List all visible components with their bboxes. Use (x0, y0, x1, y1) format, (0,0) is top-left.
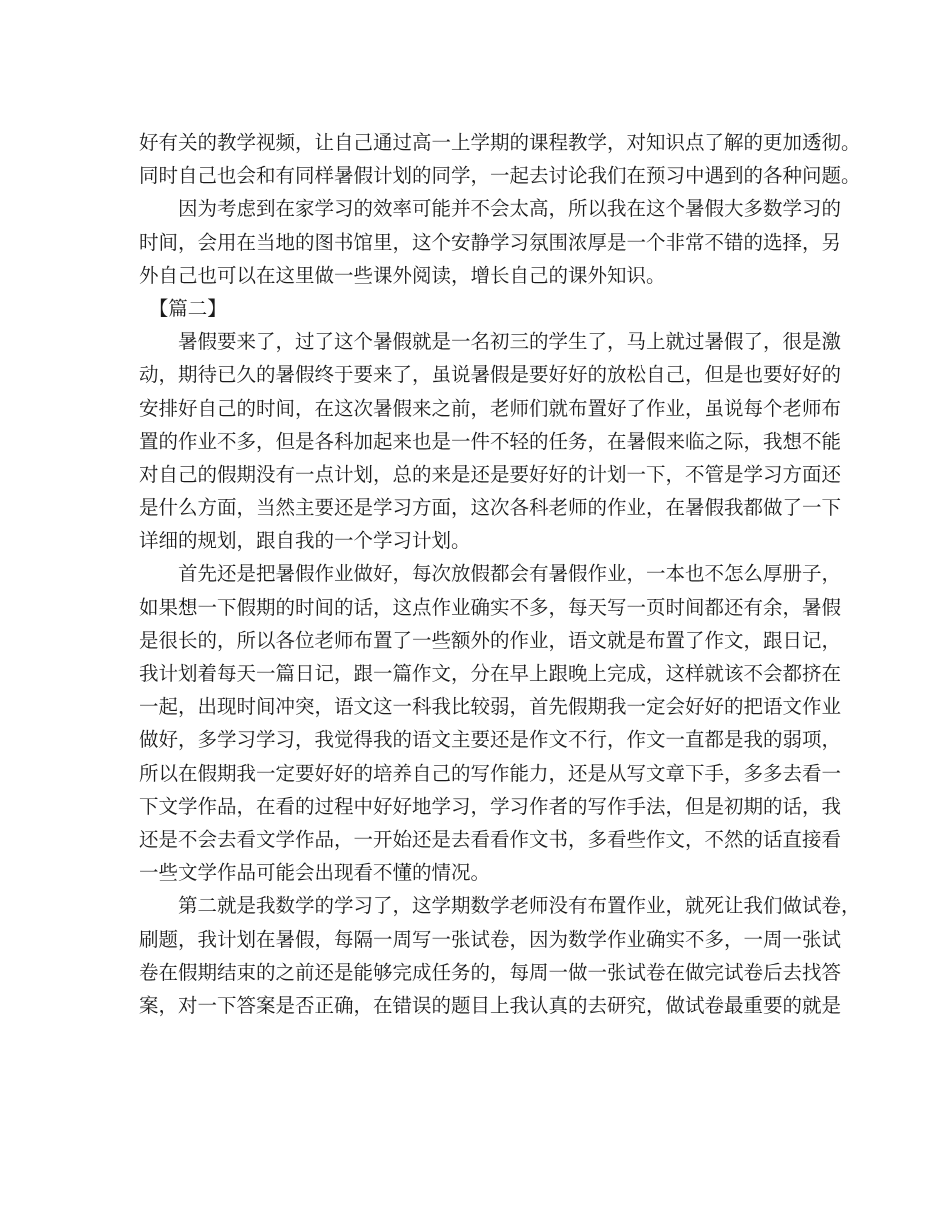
text-line: 卷在假期结束的之前还是能够完成任务的，每周一做一张试卷在做完试卷后去找答 (139, 960, 842, 984)
text-line: 是很长的，所以各位老师布置了一些额外的作业，语文就是布置了作文，跟日记， (139, 628, 842, 652)
text-line: 对自己的假期没有一点计划，总的来是还是要好好的计划一下，不管是学习方面还 (139, 462, 842, 486)
text-line: 案，对一下答案是否正确，在错误的题目上我认真的去研究，做试卷最重要的就是 (139, 993, 842, 1017)
text-line: 时间，会用在当地的图书馆里，这个安静学习氛围浓厚是一个非常不错的选择，另 (139, 230, 842, 254)
text-line: 还是不会去看文学作品，一开始还是去看看作文书，多看些作文，不然的话直接看 (139, 827, 842, 851)
text-line: 同时自己也会和有同样暑假计划的同学，一起去讨论我们在预习中遇到的各种问题。 (139, 164, 861, 188)
text-line: 所以在假期我一定要好好的培养自己的写作能力，还是从写文章下手，多多去看一 (139, 761, 842, 785)
text-line: 动，期待已久的暑假终于要来了，虽说暑假是要好好的放松自己，但是也要好好的 (139, 363, 842, 387)
text-line: 下文学作品，在看的过程中好好地学习，学习作者的写作手法，但是初期的话，我 (139, 794, 842, 818)
text-line: 暑假要来了，过了这个暑假就是一名初三的学生了，马上就过暑假了，很是激 (139, 330, 842, 354)
text-line: 第二就是我数学的学习了，这学期数学老师没有布置作业，就死让我们做试卷， (139, 894, 861, 918)
document-body (139, 126, 861, 1022)
text-line: 一些文学作品可能会出现看不懂的情况。 (139, 861, 491, 885)
text-line: 我计划着每天一篇日记，跟一篇作文，分在早上跟晚上完成，这样就该不会都挤在 (139, 662, 842, 685)
text-line: 置的作业不多，但是各科加起来也是一件不轻的任务，在暑假来临之际，我想不能 (139, 429, 842, 453)
text-line: 外自己也可以在这里做一些课外阅读，增长自己的课外知识。 (139, 263, 666, 287)
text-line: 是什么方面，当然主要还是学习方面，这次各科老师的作业，在暑假我都做了一下 (139, 496, 842, 520)
text-line: 刷题，我计划在暑假，每隔一周写一张试卷，因为数学作业确实不多，一周一张试 (139, 927, 842, 951)
text-line: 好有关的教学视频，让自己通过高一上学期的课程教学，对知识点了解的更加透彻。 (139, 131, 861, 154)
text-line: 详细的规划，跟自我的一个学习计划。 (139, 529, 471, 553)
text-line: 因为考虑到在家学习的效率可能并不会太高，所以我在这个暑假大多数学习的 (139, 197, 842, 221)
text-line: 一起，出现时间冲突，语文这一科我比较弱，首先假期我一定会好好的把语文作业 (139, 695, 842, 719)
text-line: 做好，多学习学习，我觉得我的语文主要还是作文不行，作文一直都是我的弱项， (139, 728, 842, 752)
text-line: 安排好自己的时间，在这次暑假来之前，老师们就布置好了作业，虽说每个老师布 (139, 396, 842, 420)
text-line: 如果想一下假期的时间的话，这点作业确实不多，每天写一页时间都还有余，暑假 (139, 595, 842, 619)
section-heading: 【篇二】 (139, 296, 227, 320)
text-line: 首先还是把暑假作业做好，每次放假都会有暑假作业，一本也不怎么厚册子， (139, 562, 842, 586)
